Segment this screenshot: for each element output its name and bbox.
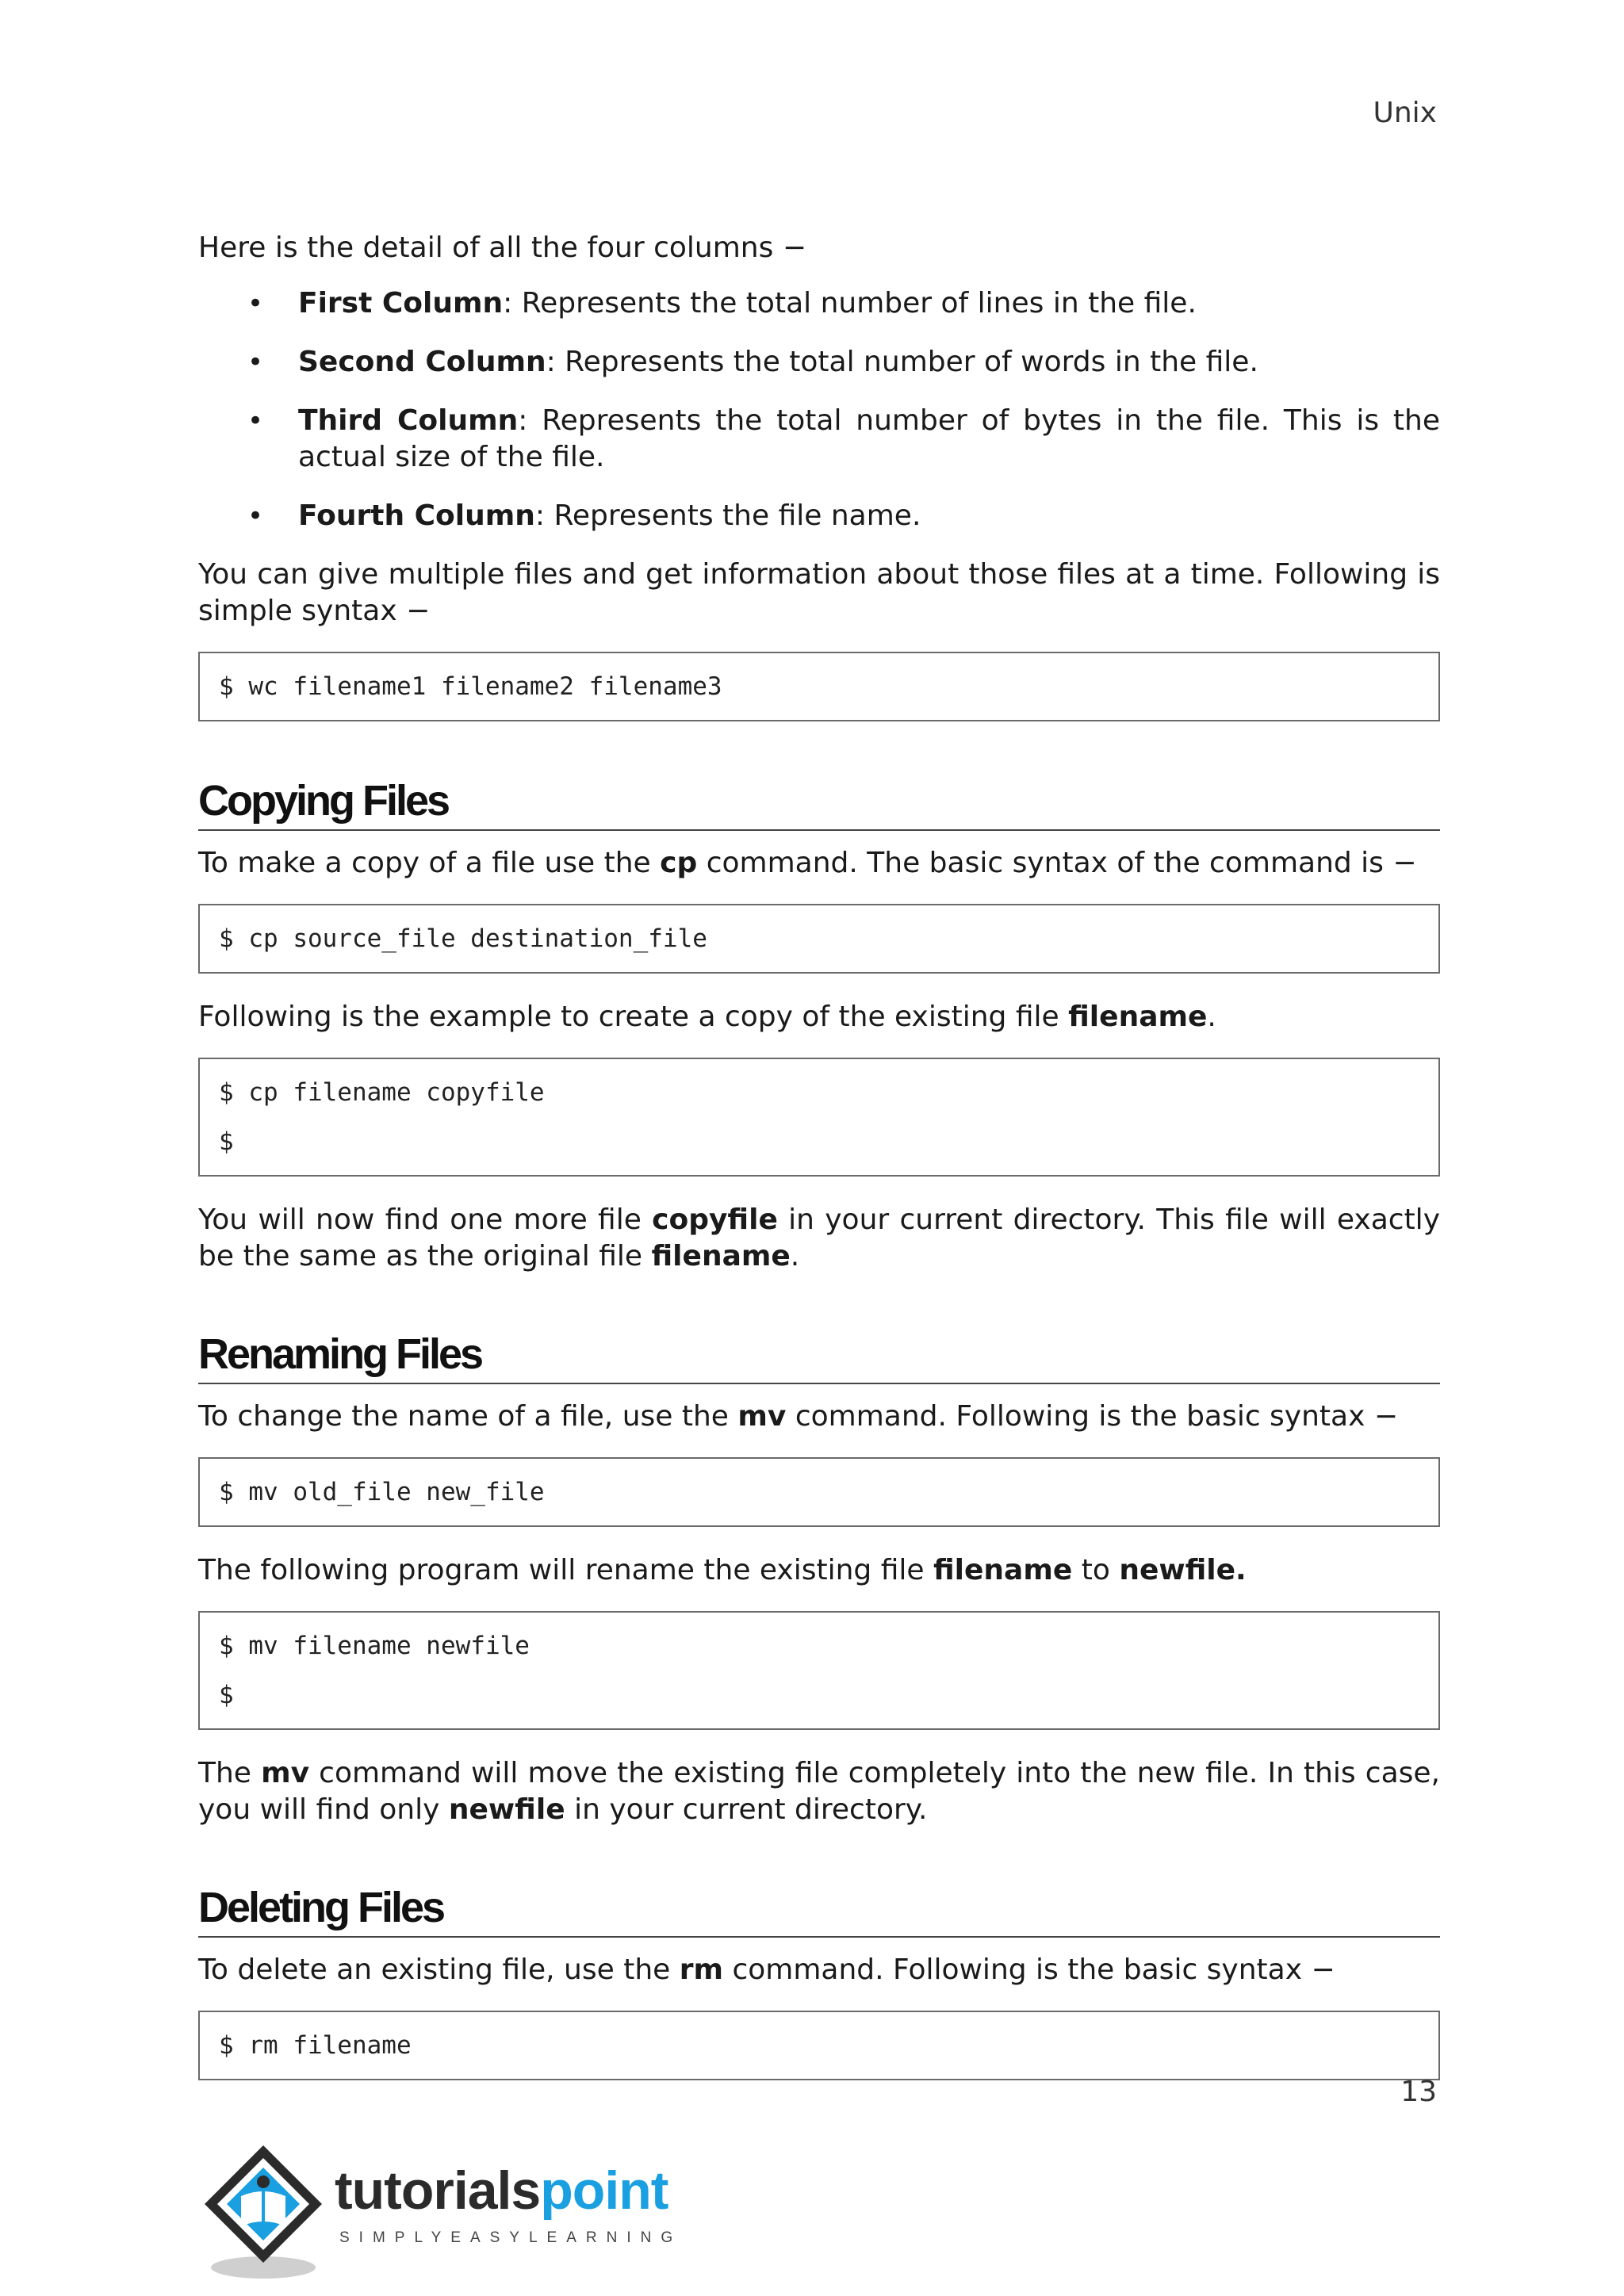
list-item-term: Second Column — [298, 346, 546, 378]
copying-paragraph-1 — [198, 845, 1440, 882]
copying-paragraph-2 — [198, 999, 1440, 1035]
code-block-mv-syntax — [198, 1457, 1440, 1527]
list-item-desc: : Represents the total number of bytes in the file. This is the actual size of the file. — [298, 404, 1440, 473]
file-name: copyfile — [652, 1203, 778, 1236]
logo-tagline: SIMPLYEASYLEARNING — [339, 2229, 683, 2246]
list-item-term: First Column — [298, 287, 504, 320]
code-block-wc — [198, 652, 1440, 721]
code-line: $ mv filename newfile — [219, 1632, 530, 1660]
code-line: $ rm filename — [219, 2031, 412, 2060]
columns-list — [198, 285, 1440, 534]
page-number: 13 — [1400, 2076, 1437, 2108]
heading-renaming-files: Renaming Files — [198, 1329, 1440, 1384]
list-item-desc: : Represents the total number of lines in the file. — [503, 287, 1197, 320]
text-run: command. Following is the basic syntax − — [723, 1954, 1335, 1986]
list-item — [198, 403, 1440, 476]
code-line: $ cp source_file destination_file — [219, 924, 707, 953]
text-run: to — [1072, 1554, 1120, 1586]
text-run: Following is the example to create a copy of the existing file — [198, 1001, 1069, 1033]
file-name: filename — [651, 1240, 791, 1272]
list-item — [198, 344, 1440, 381]
copying-paragraph-3 — [198, 1202, 1440, 1275]
code-line: $ — [219, 1127, 234, 1156]
renaming-paragraph-2 — [198, 1552, 1440, 1589]
command-name: mv — [737, 1400, 787, 1433]
file-name: newfile. — [1119, 1554, 1247, 1586]
code-block-rm-syntax — [198, 2011, 1440, 2080]
renaming-paragraph-1 — [198, 1399, 1440, 1435]
code-line: $ mv old_file new_file — [219, 1478, 545, 1506]
heading-deleting-files: Deleting Files — [198, 1882, 1440, 1938]
text-run: . — [1207, 1001, 1216, 1033]
text-run: To delete an existing file, use the — [198, 1954, 680, 1986]
list-item-term: Fourth Column — [298, 499, 535, 532]
intro-paragraph: Here is the detail of all the four columns − — [198, 232, 806, 264]
command-name: cp — [660, 847, 698, 879]
text-run: command. The basic syntax of the command is − — [697, 847, 1417, 879]
code-block-mv-example — [198, 1611, 1440, 1730]
renaming-paragraph-3 — [198, 1755, 1440, 1828]
list-item — [198, 285, 1440, 322]
text-run: in your current directory. This file will exactly be the same as the original file — [198, 1203, 1440, 1272]
logo-wordmark — [335, 2160, 668, 2221]
text-run: The following program will rename the existing file — [198, 1554, 933, 1586]
list-item — [198, 498, 1440, 534]
heading-copying-files: Copying Files — [198, 775, 1440, 831]
command-name: mv — [261, 1757, 310, 1789]
running-header: Unix — [1373, 97, 1437, 129]
logo-wordmark-dark: tutorials — [335, 2160, 541, 2221]
page-content — [198, 230, 1440, 2106]
code-line: $ wc filename1 filename2 filename3 — [219, 672, 722, 701]
text-run: You will now find one more file — [198, 1203, 653, 1236]
text-run: To make a copy of a file use the — [198, 847, 661, 879]
text-run: command will move the existing file completely into the new file. In this case, you will find only — [198, 1757, 1440, 1826]
command-name: rm — [679, 1954, 723, 1986]
text-run: The — [198, 1757, 262, 1789]
code-block-cp-syntax — [198, 904, 1440, 974]
code-block-cp-example — [198, 1058, 1440, 1177]
list-item-desc: : Represents the file name. — [534, 499, 921, 532]
text-run: . — [790, 1240, 800, 1272]
text-run: command. Following is the basic syntax − — [786, 1400, 1399, 1433]
logo-wordmark-blue: point — [540, 2160, 668, 2221]
deleting-paragraph-1 — [198, 1952, 1440, 1988]
text-run: in your current directory. — [565, 1793, 928, 1826]
code-line: $ cp filename copyfile — [219, 1078, 545, 1107]
file-name: newfile — [448, 1793, 565, 1826]
logo-emblem-icon — [195, 2141, 330, 2283]
file-name: filename — [933, 1554, 1073, 1586]
tutorialspoint-logo — [195, 2141, 687, 2283]
list-item-desc: : Represents the total number of words in the file. — [546, 346, 1258, 378]
multi-files-paragraph: You can give multiple files and get information about those files at a time. Following is simple syntax − — [198, 558, 1440, 627]
text-run: To change the name of a file, use the — [198, 1400, 738, 1433]
list-item-term: Third Column — [298, 404, 519, 437]
file-name: filename — [1068, 1001, 1208, 1033]
code-line: $ — [219, 1681, 234, 1709]
